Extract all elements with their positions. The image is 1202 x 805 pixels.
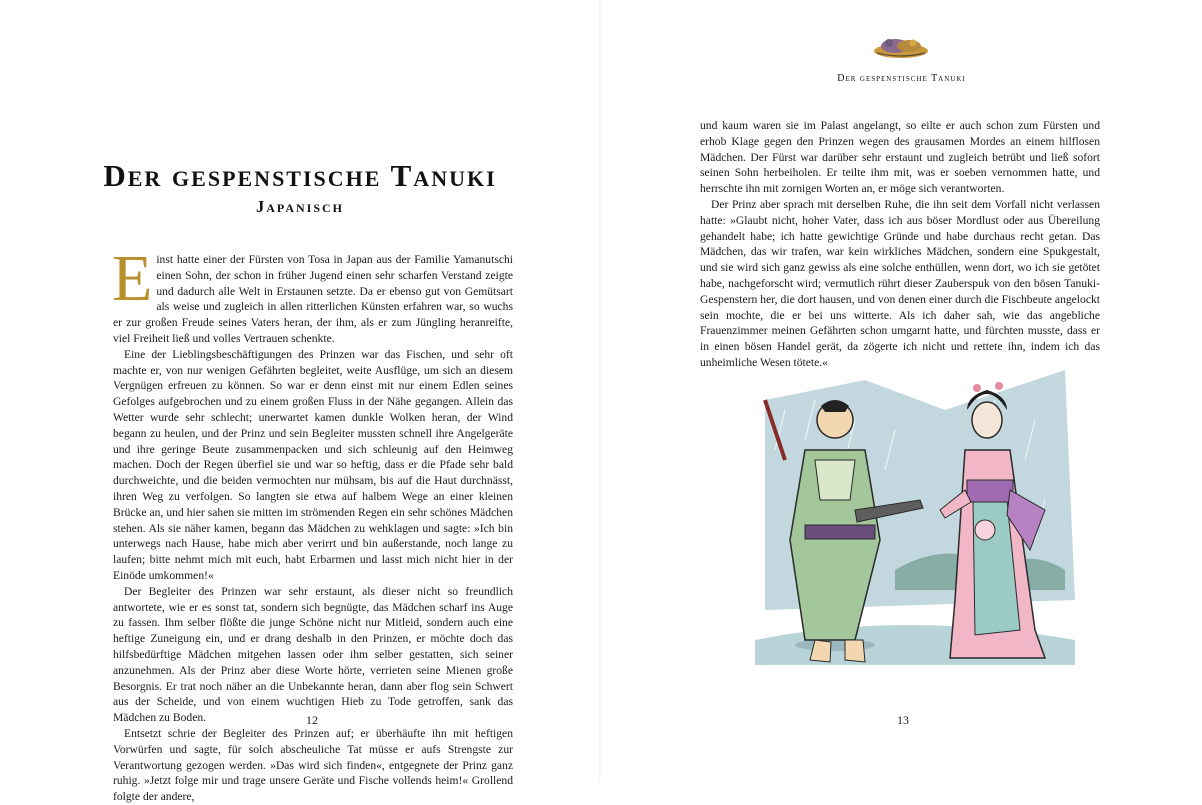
drop-cap: E	[112, 242, 153, 315]
paragraph-text: inst hatte einer der Fürsten von Tosa in Japan aus der Familie Yamanutschi einen Sohn, der schon in früher Jugend einen sehr scharfen Verstand zeigte und dadurch alle Welt in Erstaunen setzte. Da er ebenso gut von Gemütsart als weise und zugleich in allen ritterlichen Künsten erfahren war, so wuchs er zur großen Freude seines Vaters heran, der ihm, als er zum Jüngling heranreifte, viel Freiheit ließ und volles Vertrauen schenkte.	[113, 253, 513, 345]
paragraph: Entsetzt schrie der Begleiter des Prinzen auf; er überhäufte ihn mit heftigen Vorwürfen und sagte, für solch abscheuliche Tat müsse er aufs Strengste zur Verantwortung gezogen werden. »Das wird sich finden«, entgegnete der Prinz ganz ruhig. »Jetzt folge mir und trage unsere Geräte und Fische vollends heim!« Grollend folgte der andere,	[113, 726, 513, 804]
paragraph: Der Begleiter des Prinzen war sehr erstaunt, als dieser nicht so freundlich antwortete, wie er es sonst tat, sondern sich begnügte, das Mädchen scharf ins Auge zu fassen. Ihm selber flößte die junge Schöne nicht nur Mitleid, sondern auch eine heftige Zuneigung ein, und er drang deshalb in den Prinzen, er möchte doch das hilfsbedürftige Mädchen mitgehen lassen oder ihm selber gestatten, sich seiner anzunehmen. Als der Prinz aber diese Worte hörte, verrieten seine Mienen große Besorgnis. Er trat noch näher an die Unbekannte heran, dann aber flog sein Schwert aus der Scheide, und von einem wuchtigen Hieb zu Tode getroffen, sank das Mädchen zu Boden.	[113, 584, 513, 725]
page-number-left: 12	[306, 713, 318, 727]
chapter-title: Der gespenstische Tanuki	[103, 158, 497, 193]
right-body-text	[700, 118, 1100, 371]
illustration-prince-and-ghost-maiden	[745, 340, 1080, 680]
paragraph: Eine der Lieblingsbeschäftigungen des Prinzen war das Fischen, und sehr oft machte er, von nur wenigen Gefährten begleitet, weite Ausflüge, um sich an diesem Vergnügen erfreuen zu können. So war er denn einst mit nur einem Edlen seines Gefolges aufgebrochen und zu einem großen Fluss in der Nähe gegangen. Allein das Wetter wurde sehr schlecht; unerwartet kamen dunkle Wolken heran, der Wind begann zu heulen, und der Prinz und sein Begleiter mussten schnell ihre Angelgeräte und ihre geringe Beute zusammenpacken und sich schleunig auf den Heimweg machen. Doch der Regen überfiel sie und war so heftig, dass er die Pfade sehr bald durchweichte, und die beiden vermochten nur mühsam, bis auf die Haut durchnässt, ihren Weg zu verfolgen. So langten sie etwa auf halbem Wege an einer kleinen Brücke an, und hier sahen sie mitten im strömenden Regen ein sehr schönes Mädchen stehen. Als sie näher kamen, begann das Mädchen zu wehklagen und sagte: »Ich bin unterwegs nach Hause, habe mich aber verirrt und bin außerstande, noch lange zu laufen; bitte nehmt mich mit euch, habt Erbarmen und lasst mich nicht hier in der Einöde umkommen!«	[113, 347, 513, 582]
tanuki-ornament-icon	[871, 35, 931, 59]
running-head: Der gespenstische Tanuki	[837, 73, 966, 84]
left-page	[0, 0, 600, 804]
paragraph: und kaum waren sie im Palast angelangt, so eilte er auch schon zum Fürsten und erhob Klage gegen den Prinzen wegen des grausamen Mordes an einem hilflosen Mädchen. Der Fürst war darüber sehr erstaunt und zugleich betrübt und ließ sofort seinen Sohn herbeiholen. Er teilte ihm mit, was er soeben vernommen hatte, und herrschte ihn mit zornigen Worten an, er möge sich verantworten.	[700, 119, 1100, 196]
chapter-subtitle: Japanisch	[255, 197, 345, 216]
paragraph: Der Prinz aber sprach mit derselben Ruhe, die ihn seit dem Vorfall nicht verlassen hatte: »Glaubt nicht, hoher Vater, dass ich aus böser Mordlust oder aus Übereilung gehandelt habe; ich hatte gewichtige Gründe und habe durchaus recht getan. Das Mädchen, das wir trafen, war kein wirkliches Mädchen, sondern eine Spukgestalt, und sie wird sich ganz gewiss als eine solche enthüllen, wenn dort, wo ich sie getötet habe, nachgeforscht wird; vermutlich rührt dieser Zauberspuk von den bösen Tanuki-Gespenstern her, die dort hausen, und von denen einer durch die Fischbeute angelockt sein mochte, die er bei uns witterte. Als ich daher sah, wie das angebliche Frauenzimmer meinen Gefährten schon umgarnt hatte, und fürchten musste, dass er in einen bösen Handel gerät, da zögerte ich nicht und rettete ihn, indem ich das unheimliche Wesen tötete.«	[700, 197, 1100, 369]
page-number-right: 13	[897, 713, 909, 727]
paragraph	[112, 242, 513, 347]
